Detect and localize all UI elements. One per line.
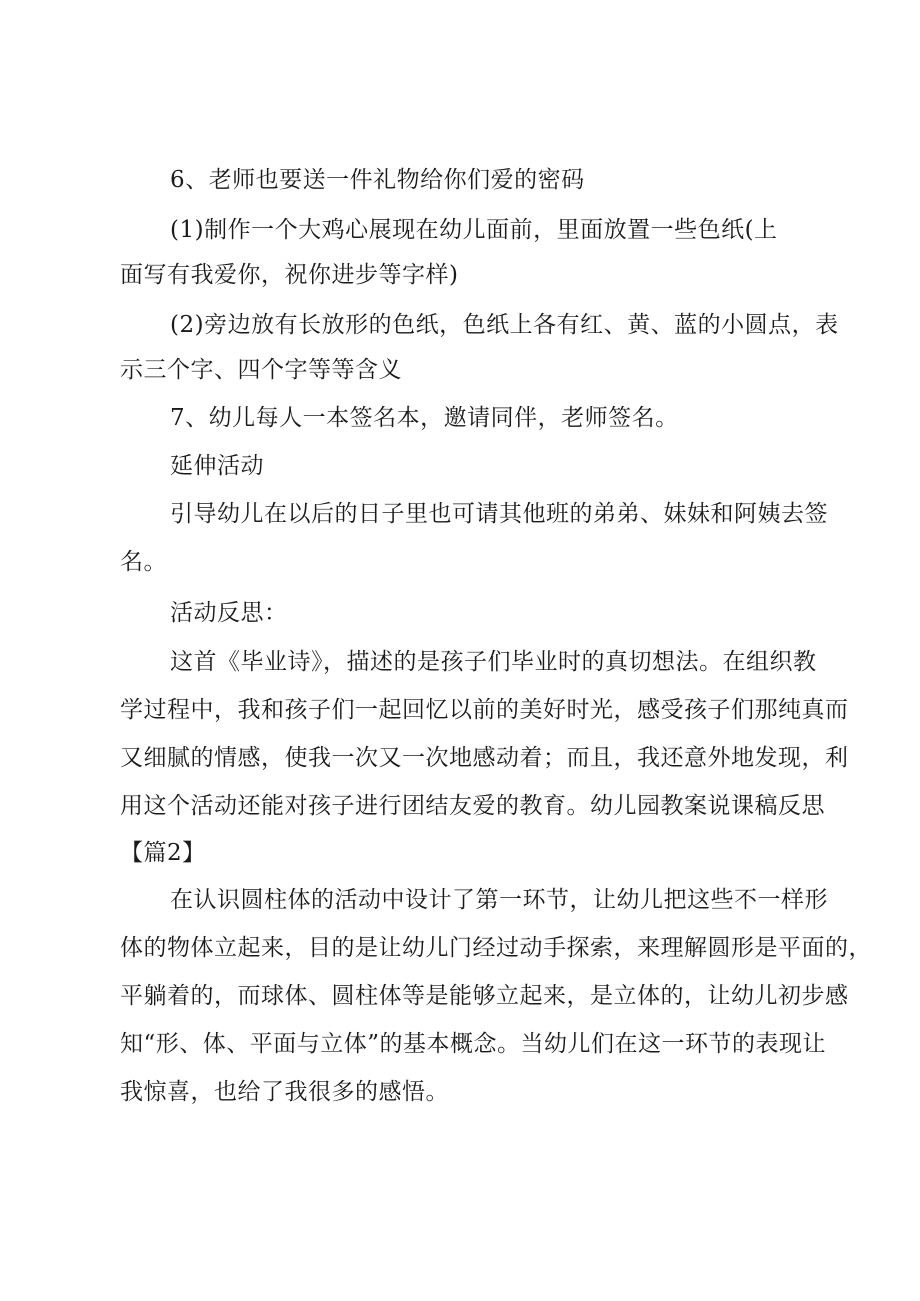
step-6-text: 6、老师也要送一件礼物给你们爱的密码 [170, 167, 585, 193]
step-6-item-1-line-2: 面写有我爱你，祝你进步等字样) [120, 262, 459, 288]
reflection-line-4: 用这个活动还能对孩子进行团结友爱的教育。幼儿园教案说课稿反思 [120, 793, 825, 819]
part2-line-4: 知“形、体、平面与立体”的基本概念。当幼儿们在这一环节的表现让 [120, 1031, 827, 1057]
reflection-line-2: 学过程中，我和孩子们一起回忆以前的美好时光，感受孩子们那纯真而 [120, 697, 849, 723]
reflection-line-3: 又细腻的情感，使我一次又一次地感动着；而且，我还意外地发现，利 [120, 745, 849, 771]
extension-text-line-2: 名。 [120, 549, 167, 575]
section-heading-extension: 延伸活动 [170, 453, 264, 479]
section-heading-reflection: 活动反思： [170, 600, 288, 626]
chapter-marker: 【篇2】 [120, 840, 206, 866]
step-7-text: 7、幼儿每人一本签名本，邀请同伴，老师签名。 [170, 405, 679, 431]
part2-line-1: 在认识圆柱体的活动中设计了第一环节，让幼儿把这些不一样形 [170, 887, 828, 913]
part2-line-2: 体的物体立起来，目的是让幼儿门经过动手探索，来理解圆形是平面的， [120, 935, 872, 961]
step-6-item-2-line-2: 示三个字、四个字等等含义 [120, 357, 402, 383]
reflection-line-1: 这首《毕业诗》，描述的是孩子们毕业时的真切想法。在组织教 [170, 649, 817, 675]
step-6-item-1-line-1: (1)制作一个大鸡心展现在幼儿面前，里面放置一些色纸(上 [170, 217, 778, 243]
part2-line-3: 平躺着的，而球体、圆柱体等是能够立起来，是立体的，让幼儿初步感 [120, 983, 849, 1009]
step-6-item-2-line-1: (2)旁边放有长放形的色纸，色纸上各有红、黄、蓝的小圆点，表 [170, 312, 839, 338]
part2-line-5: 我惊喜，也给了我很多的感悟。 [120, 1079, 449, 1105]
extension-text-line-1: 引导幼儿在以后的日子里也可请其他班的弟弟、妹妹和阿姨去签 [170, 501, 828, 527]
